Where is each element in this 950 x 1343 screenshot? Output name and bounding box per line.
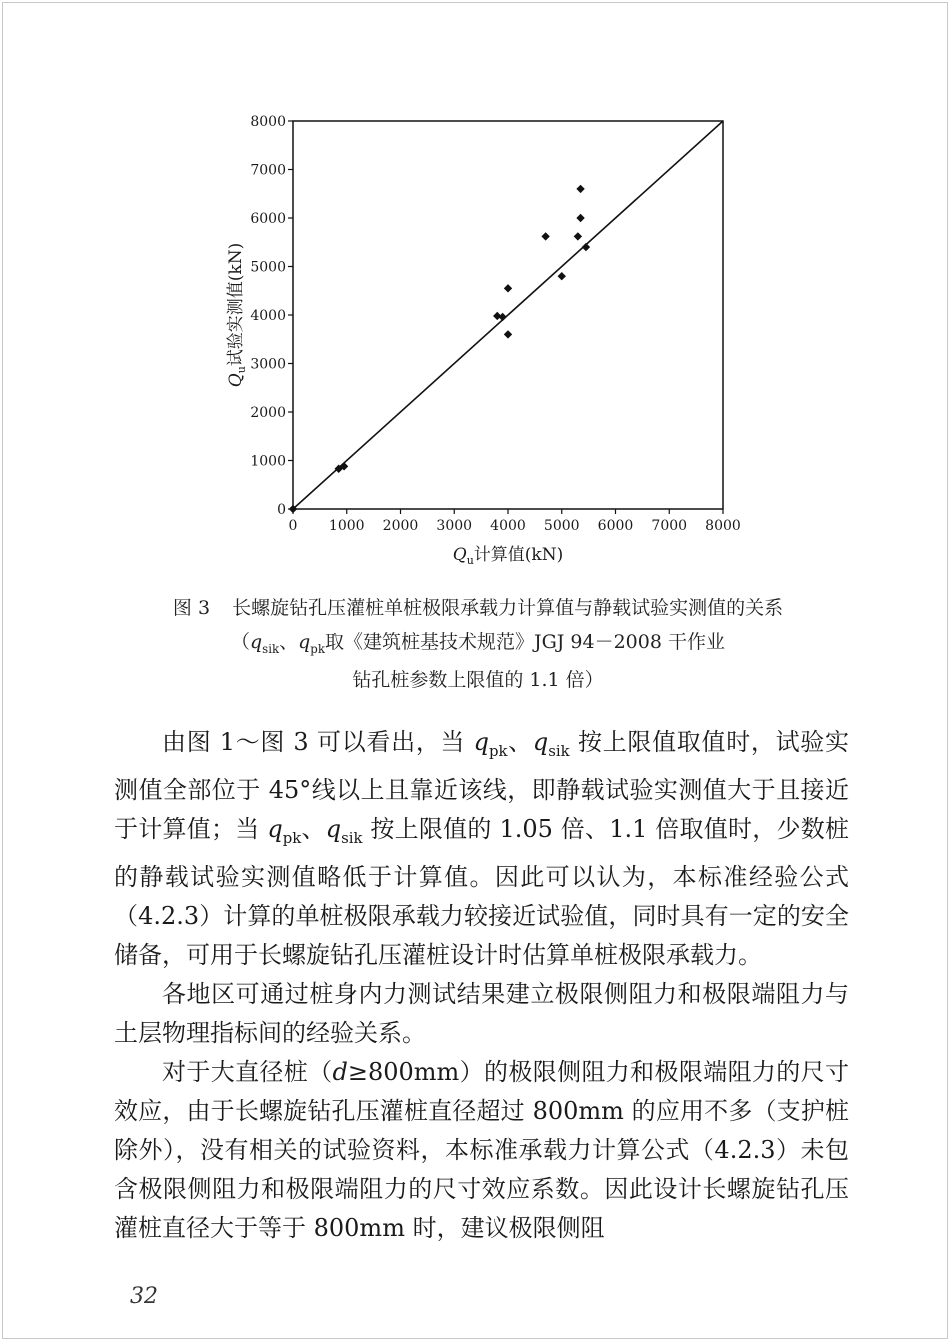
- data-point: [582, 243, 590, 251]
- p1-q-sik-2: q: [325, 814, 342, 843]
- p3-d-symbol: d: [332, 1057, 348, 1086]
- x-tick-label: 0: [288, 518, 298, 534]
- reference-45-degree-line: [293, 121, 723, 509]
- y-tick-label: 0: [277, 502, 286, 518]
- p1-q-pk-2: q: [267, 814, 283, 843]
- caption-q-sik: q: [250, 631, 263, 653]
- caption-line-2-text: 取《建筑桩基技术规范》JGJ 94－2008 干作业: [324, 631, 725, 653]
- book-page: [2, 2, 948, 1339]
- y-axis-label: [226, 243, 248, 387]
- data-point: [576, 185, 584, 193]
- p1-text-b: 按上限值取值时，试验实测值全部位于 45°线以上且靠近该线，即静载试验实测值大于且接近于计算值；当: [114, 728, 849, 843]
- p1-text-a: 由图 1～图 3 可以看出，当: [162, 728, 474, 756]
- y-tick-label: 8000: [250, 114, 286, 130]
- data-point: [541, 232, 549, 240]
- x-tick-label: 1000: [328, 518, 365, 534]
- y-axis-label-text: 试验实测值(kN): [226, 242, 246, 367]
- caption-q-sik-sub: sik: [262, 641, 280, 656]
- figure-title: 长螺旋钻孔压灌桩单桩极限承载力计算值与静载试验实测值的关系: [232, 597, 784, 619]
- y-tick-label: 5000: [250, 259, 286, 276]
- caption-open-paren: （: [230, 631, 250, 653]
- p1-q-sik-2-sub: sik: [341, 828, 363, 847]
- paragraph-3: [114, 1053, 849, 1248]
- p3-text-b: ≥800mm）的极限侧阻力和极限端阻力的尺寸效应，由于长螺旋钻孔压灌桩直径超过 800mm 的应用不多（支护桩除外），没有相关的试验资料，本标准承载力计算公式（4.2.3）未包含极限侧阻力和极限端阻力的尺寸效应系数。因此设计长螺旋钻孔压灌桩直径大于等于 800mm 时，建议极限侧阻: [114, 1057, 850, 1242]
- y-tick-label: 1000: [250, 453, 286, 470]
- y-axis-label-symbol: Q: [226, 373, 246, 388]
- paragraph-2: 各地区可通过桩身内力测试结果建立极限侧阻力和极限端阻力与土层物理指标间的经验关系。: [114, 979, 849, 1047]
- x-axis-label-text: 计算值(kN): [473, 545, 564, 565]
- page-number: 32: [130, 1284, 158, 1309]
- x-axis-label: [453, 545, 563, 567]
- p1-q-pk-2-sub: pk: [282, 828, 302, 847]
- p1-q-sik-sub: sik: [548, 741, 570, 760]
- y-tick-label: 2000: [250, 405, 286, 421]
- data-point: [504, 330, 512, 338]
- p1-separator-2: 、: [301, 814, 326, 843]
- x-axis-label-sub: u: [466, 554, 474, 567]
- x-tick-label: 6000: [597, 518, 634, 534]
- p1-q-pk: q: [473, 728, 489, 756]
- y-tick-label: 7000: [250, 162, 286, 179]
- data-point: [504, 284, 512, 292]
- data-point: [574, 232, 582, 240]
- paragraph-1: [114, 723, 849, 975]
- p1-q-sik: q: [532, 728, 549, 756]
- figure-caption-title: [3, 593, 950, 620]
- p1-q-pk-sub: pk: [488, 741, 508, 760]
- data-point: [498, 313, 506, 321]
- caption-separator: 、: [279, 631, 299, 653]
- x-tick-label: 7000: [651, 518, 688, 534]
- x-tick-label: 8000: [705, 518, 741, 534]
- y-tick-labels: [250, 114, 286, 518]
- p1-separator: 、: [507, 728, 533, 756]
- figure-caption-line-2: [3, 627, 950, 656]
- y-tick-label: 3000: [250, 356, 286, 373]
- scatter-chart: [213, 108, 753, 578]
- x-tick-label: 2000: [382, 518, 419, 534]
- figure-number: 图 3: [172, 597, 211, 619]
- p1-text-c: 按上限值的 1.05 倍、1.1 倍取值时，少数桩的静载试验实测值略低于计算值。因此可以认为，本标准经验公式（4.2.3）计算的单桩极限承载力较接近试验值，同时具有一定的安全储备，可用于长螺旋钻孔压灌桩设计时估算单桩极限承载力。: [114, 814, 849, 969]
- p3-text-a: 对于大直径桩（: [162, 1057, 333, 1086]
- y-axis-label-sub: u: [235, 366, 248, 374]
- figure-caption-line-3: 钻孔桩参数上限值的 1.1 倍）: [352, 669, 604, 691]
- y-tick-label: 4000: [250, 308, 286, 324]
- x-tick-label: 3000: [436, 518, 473, 534]
- data-point: [558, 272, 566, 280]
- x-axis-label-symbol: Q: [452, 545, 467, 565]
- x-tick-label: 5000: [543, 518, 580, 534]
- data-points: [289, 185, 590, 514]
- caption-q-pk-sub: pk: [310, 641, 325, 656]
- x-tick-label: 4000: [490, 518, 526, 534]
- data-point: [576, 214, 584, 222]
- y-tick-label: 6000: [250, 211, 286, 227]
- caption-q-pk: q: [298, 631, 311, 653]
- body-text: [114, 723, 849, 1248]
- x-tick-labels: [289, 518, 741, 534]
